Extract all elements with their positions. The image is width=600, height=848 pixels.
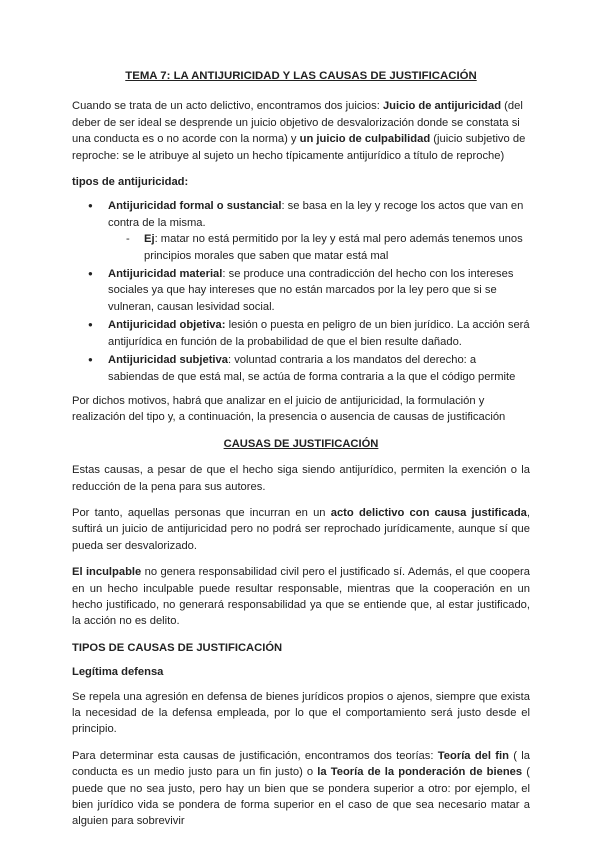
list-item-bold: Antijuricidad formal o sustancial xyxy=(108,200,282,213)
list-item-bold: Antijuricidad subjetiva xyxy=(108,354,228,367)
list-item-bold: Antijuricidad material xyxy=(108,268,223,281)
tipos-heading: tipos de antijuricidad: xyxy=(72,176,189,189)
motivos-paragraph: Por dichos motivos, habrá que analizar en el juicio de antijuricidad, la formulación y realización del tipo y, a continuación, la presencia o ausencia de causas de justificación xyxy=(72,394,506,424)
causas-p3-text: no genera responsabilidad civil pero el justificado sí. Además, el que coopera en un hecho inculpable puede resultar responsable, mientras que la cooperación en un hecho justificado, no generará responsabilidad ya que se entiende que, al estar justificado, la acción no es delito. xyxy=(72,566,530,628)
list-item-text: : se basa en la ley y recoge los actos que van en contra de la misma. xyxy=(108,200,524,229)
list-item-text: : se produce una contradicción del hecho con los intereses sociales ya que hay intereses que no están marcados por la ley pero que si se vulneran, causan lesividad social. xyxy=(108,268,514,313)
list-item-bold: Antijuricidad objetiva: xyxy=(108,319,226,332)
document-page xyxy=(72,68,530,840)
intro-text-3: (juicio subjetivo de reproche: se le atribuye al sujeto un hecho típicamente antijurídico a título de reproche) xyxy=(72,133,526,162)
legitima-heading: Legítima defensa xyxy=(72,666,164,679)
intro-bold-2: un juicio de culpabilidad xyxy=(299,133,431,146)
tipos-causas-heading: TIPOS DE CAUSAS DE JUSTIFICACIÓN xyxy=(72,641,283,654)
causas-p2-text-1: Por tanto, aquellas personas que incurran en un xyxy=(72,506,331,519)
ejemplo-item xyxy=(144,231,530,264)
tipos-list xyxy=(72,198,530,384)
causas-p2-text-2: , suftirá un juicio de antijuricidad pero no podrá ser reprochado jurídicamente, aunque sí que pueda ser desvalorizado. xyxy=(72,506,531,552)
causas-paragraph-3 xyxy=(72,564,530,630)
list-item xyxy=(108,317,530,350)
list-item xyxy=(108,266,530,315)
causas-p3-bold: El inculpable xyxy=(72,566,142,579)
ejemplo-text: : matar no está permitido por la ley y está mal pero además tenemos unos principios morales que saben que matar está mal xyxy=(144,233,523,262)
causas-paragraph-1: Estas causas, a pesar de que el hecho siga siendo antijurídico, permiten la exención o la reducción de la pena para sus autores. xyxy=(72,464,530,493)
legitima-p2-bold-2: la Teoría de la ponderación de bienes xyxy=(317,766,523,779)
legitima-p2-text-2: ( la conducta es un medio justo para un fin justo) o xyxy=(72,749,530,779)
causas-paragraph-2 xyxy=(72,505,530,554)
intro-text-2: (del deber de ser ideal se desprende un juicio objetivo de desvalorización donde se constata si una conducta es o no acorde con la norma) y xyxy=(72,100,523,146)
document-title: TEMA 7: LA ANTIJURICIDAD Y LAS CAUSAS DE JUSTIFICACIÓN xyxy=(125,70,477,82)
legitima-paragraph-1: Se repela una agresión en defensa de bienes jurídicos propios o ajenos, siempre que exista la necesidad de la defensa empleada, por lo que el comportamiento será justo desde el principio. xyxy=(72,690,530,736)
causas-p2-bold: acto delictivo con causa justificada xyxy=(330,506,527,519)
ejemplo-bold: Ej xyxy=(144,233,155,246)
legitima-p2-bold-1: Teoría del fin xyxy=(437,749,509,762)
legitima-paragraph-2 xyxy=(72,748,530,830)
list-item-text: : voluntad contraria a los mandatos del derecho: a sabiendas de que está mal, se actúa de forma contraria a la que el código permite xyxy=(108,354,516,383)
intro-bold-1: Juicio de antijuricidad xyxy=(382,100,502,113)
legitima-p2-text-1: Para determinar esta causas de justificación, encontramos dos teorías: xyxy=(72,749,438,762)
intro-paragraph xyxy=(72,98,530,164)
list-item xyxy=(108,198,530,264)
intro-text-1: Cuando se trata de un acto delictivo, encontramos dos juicios: xyxy=(72,100,383,113)
list-item-text: lesión o puesta en peligro de un bien jurídico. La acción será antijurídica en función de la probabilidad de que el bien resulte dañado. xyxy=(108,319,530,348)
ejemplo-list xyxy=(108,231,530,264)
causas-title: CAUSAS DE JUSTIFICACIÓN xyxy=(223,437,379,450)
list-item xyxy=(108,352,530,385)
legitima-p2-text-3: ( puede que no sea justo, pero hay un bien que se pondera superior a otro: por ejemplo, el bien jurídico vida se pondera de forma superior en el caso de que sea necesario matar a alguien para sobrevivir xyxy=(72,766,530,828)
